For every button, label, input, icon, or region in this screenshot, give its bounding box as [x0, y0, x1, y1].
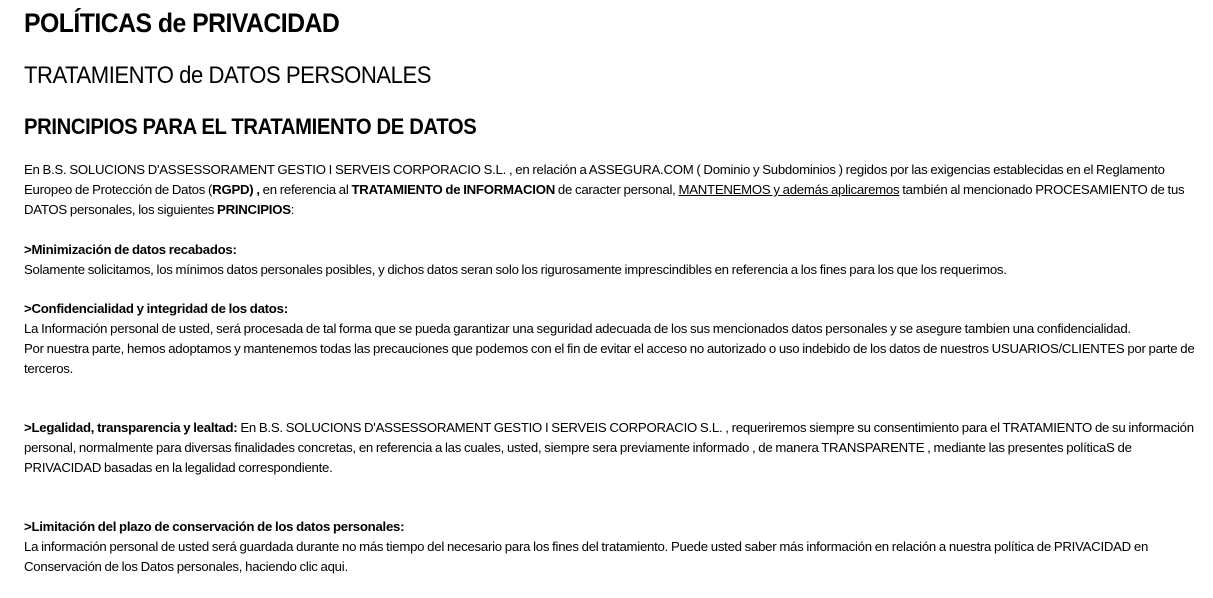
section-heading-confidencialidad: >Confidencialidad y integridad de los datos: — [24, 301, 288, 316]
section-text-minimizacion: Solamente solicitamos, los mínimos datos personales posibles, y dichos datos seran solo los rigurosamente imprescindibles en referencia a los fines para los que los requerimos. — [24, 262, 1007, 277]
intro-underlined-text: MANTENEMOS y además aplicaremos — [678, 182, 900, 197]
intro-text-3: de caracter personal, — [554, 182, 679, 197]
intro-principios: PRINCIPIOS — [217, 202, 291, 217]
section-minimizacion — [24, 240, 1202, 280]
section-confidencialidad — [24, 299, 1202, 379]
page-title: POLÍTICAS de PRIVACIDAD — [24, 8, 340, 38]
section-heading-minimizacion: >Minimización de datos recabados: — [24, 242, 237, 257]
intro-paragraph — [24, 160, 1202, 220]
section-heading-legalidad: >Legalidad, transparencia y lealtad: — [24, 420, 238, 435]
intro-text-4: también al mencionado PROCESAMIENTO de tus DATOS personales, los siguientes — [24, 182, 1185, 217]
intro-rgpd: RGPD) , — [212, 182, 260, 197]
intro-text-1: En B.S. SOLUCIONS D'ASSESSORAMENT GESTIO I SERVEIS CORPORACIO S.L. , en relación a ASSEGURA.COM ( Dominio y Subdominios ) regidos por las exigencias establecidas en el Reglamento Europeo de Protección de Datos ( — [24, 162, 1165, 197]
section-text-confidencialidad: La Información personal de usted, será procesada de tal forma que se pueda garantizar una seguridad adecuada de los sus mencionados datos personales y se asegure tambien una confidencialidad. — [24, 321, 1131, 336]
intro-text-5: : — [290, 202, 295, 217]
section-heading: PRINCIPIOS PARA EL TRATAMIENTO DE DATOS — [24, 114, 477, 139]
section-text-confidencialidad-2: Por nuestra parte, hemos adoptamos y mantenemos todas las precauciones que podemos con el fin de evitar el acceso no autorizado o uso indebido de los datos de nuestros USUARIOS/CLIENTES por parte de terceros. — [24, 341, 1195, 376]
intro-text-2: en referencia al — [259, 182, 352, 197]
page-subtitle: TRATAMIENTO de DATOS PERSONALES — [24, 62, 431, 89]
intro-tratamiento: TRATAMIENTO de INFORMACION — [351, 182, 555, 197]
section-text-limitacion[interactable]: La información personal de usted será guardada durante no más tiempo del necesario para los fines del tratamiento. Puede usted saber más información en relación a nuestra política de PRIVACIDAD en Conservación de los Datos personales, haciendo clic aqui. — [24, 539, 1149, 574]
section-text-legalidad: En B.S. SOLUCIONS D'ASSESSORAMENT GESTIO I SERVEIS CORPORACIO S.L. , requeriremos siempre su consentimiento para el TRATAMIENTO de su información personal, normalmente para diversas finalidades concretas, en referencia a las cuales, usted, siempre sera previamente informado , de manera TRANSPARENTE , mediante las presentes políticaS de PRIVACIDAD basadas en la legalidad correspondiente. — [24, 420, 1194, 475]
section-heading-limitacion: >Limitación del plazo de conservación de los datos personales: — [24, 519, 405, 534]
section-legalidad — [24, 418, 1202, 478]
section-limitacion — [24, 517, 1202, 577]
